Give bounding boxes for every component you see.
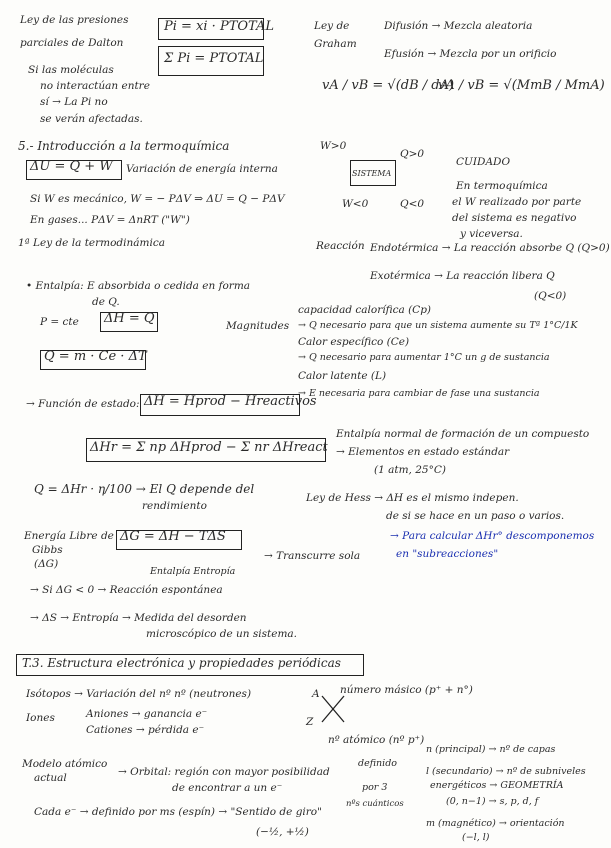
each-electron: Cada e⁻ → definido por ms (espín) → "Sentido de giro" — [34, 806, 322, 818]
p-cte: P = cte — [40, 316, 79, 328]
hess-2: de si se hace en un paso o varios. — [386, 510, 565, 522]
care-line-1: En termoquímica — [456, 180, 548, 192]
gibbs-labels: Entalpía Entropía — [150, 566, 236, 577]
graham-title: Ley de — [314, 20, 350, 32]
state-function: → Función de estado: — [26, 398, 140, 410]
quantum-l-2: energéticos → GEOMETRÍA — [430, 780, 564, 791]
dalton-note-1: Si las moléculas — [28, 64, 114, 76]
hess-3: → Para calcular ΔHr° descomponemos — [390, 530, 595, 542]
graham-difusion: Difusión → Mezcla aleatoria — [384, 20, 533, 32]
mech-line: Si W es mecánico, W = − PΔV ⇒ ΔU = Q − PΔV — [30, 193, 285, 205]
cap-3: Calor específico (Ce) — [298, 336, 410, 348]
quantum-l-3: (0, n−1) → s, p, d, f — [446, 796, 539, 807]
care-line-4: y viceversa. — [460, 228, 523, 240]
entropy-1: → ΔS → Entropía → Medida del desorden — [30, 612, 247, 624]
section5-title: 5.- Introducción a la termoquímica — [18, 139, 230, 153]
hr-formula: ΔHr = Σ np ΔHprod − Σ nr ΔHreact — [90, 440, 328, 455]
ions-label: Iones — [26, 712, 55, 724]
entropy-2: microscópico de un sistema. — [146, 628, 298, 640]
by-three: por 3 — [362, 782, 388, 793]
cap-4: → Q necesario para aumentar 1°C un g de sustancia — [298, 352, 550, 363]
enthalpy-line-2: de Q. — [92, 296, 120, 308]
cap-2: → Q necesario para que un sistema aumente su Tª 1°C/1K — [298, 320, 578, 331]
dh-q-formula: ΔH = Q — [104, 311, 155, 326]
first-law: 1ª Ley de la termodinámica — [18, 237, 165, 249]
mass-number: número másico (p⁺ + n°) — [340, 684, 473, 696]
defined: definido — [358, 758, 397, 769]
graham-title-2: Graham — [314, 38, 357, 50]
yield-1: Q = ΔHr · η/100 → El Q depende del — [34, 482, 255, 496]
state-formula: ΔH = Hprod − Hreactivos — [144, 394, 317, 409]
diagram-w-negative: W<0 — [342, 198, 369, 210]
dalton-formula-1: Pi = xi · PTOTAL — [164, 19, 275, 34]
dalton-note-4: se verán afectadas. — [40, 113, 143, 125]
q-formula: Q = m · Ce · ΔT — [44, 349, 147, 364]
hess-1: Ley de Hess → ΔH es el mismo indepen. — [306, 492, 519, 504]
dalton-title-2: parciales de Dalton — [20, 37, 124, 49]
graham-efusion: Efusión → Mezcla por un orificio — [384, 48, 557, 60]
nuclide-x-icon — [318, 694, 348, 724]
quantum-m: m (magnético) → orientación — [426, 818, 565, 829]
model-2: actual — [34, 772, 67, 784]
diagram-system-label: SISTEMA — [352, 169, 392, 178]
gibbs-note: → Transcurre sola — [264, 550, 361, 562]
gibbs-condition: → Si ΔG < 0 → Reacción espontánea — [30, 584, 223, 596]
energy-formula: ΔU = Q + W — [30, 159, 113, 174]
exothermic-q: (Q<0) — [534, 290, 567, 302]
model-1: Modelo atómico — [22, 758, 108, 770]
reaction-label: Reacción — [316, 240, 365, 252]
hess-4: en "subreacciones" — [396, 548, 499, 560]
energy-label: Variación de energía interna — [126, 163, 278, 175]
gibbs-2: Gibbs — [32, 544, 63, 556]
magnitudes-label: Magnitudes — [226, 320, 290, 332]
endothermic: Endotérmica → La reacción absorbe Q (Q>0) — [370, 242, 610, 254]
cap-6: → E necesaria para cambiar de fase una sustancia — [298, 388, 540, 399]
cap-5: Calor latente (L) — [298, 370, 387, 382]
formation-1: Entalpía normal de formación de un compuesto — [336, 428, 590, 440]
diagram-q-positive: Q>0 — [400, 148, 425, 160]
atomic-number: nº atómico (nº p⁺) — [328, 734, 425, 746]
mass-a: A — [312, 688, 320, 700]
dalton-note-2: no interactúan entre — [40, 80, 150, 92]
isotopes: Isótopos → Variación del nº nº (neutrones) — [26, 688, 252, 700]
care-line-2: el W realizado por parte — [452, 196, 582, 208]
yield-2: rendimiento — [142, 500, 207, 512]
gibbs-1: Energía Libre de — [24, 530, 114, 542]
diagram-w-positive: W>0 — [320, 140, 347, 152]
dalton-note-3: sí → La Pi no — [40, 96, 108, 108]
exothermic: Exotérmica → La reacción libera Q — [370, 270, 555, 282]
orbital-1: → Orbital: región con mayor posibilidad — [118, 766, 330, 778]
graham-formula-1: vA / vB = √(dB / dA) — [322, 78, 455, 93]
quantum-l: l (secundario) → nº de subniveles — [426, 766, 586, 777]
care-title: CUIDADO — [456, 156, 511, 168]
enthalpy-line-1: • Entalpía: E absorbida o cedida en forma — [26, 280, 251, 292]
gibbs-3: (ΔG) — [34, 558, 59, 570]
atomic-z: Z — [306, 716, 314, 728]
anions: Aniones → ganancia e⁻ — [86, 708, 208, 720]
gas-line: En gases... PΔV = ΔnRT ("W") — [30, 214, 190, 226]
quantum-numbers: nºs cuánticos — [346, 799, 404, 809]
quantum-n: n (principal) → nº de capas — [426, 744, 556, 755]
dalton-formula-2: Σ Pi = PTOTAL — [164, 51, 264, 66]
formation-3: (1 atm, 25°C) — [374, 464, 446, 476]
cap-1: capacidad calorífica (Cp) — [298, 304, 432, 316]
formation-2: → Elementos en estado estándar — [336, 446, 510, 458]
dalton-title: Ley de las presiones — [20, 14, 129, 26]
section3-title: T.3. Estructura electrónica y propiedades periódicas — [22, 656, 341, 670]
orbital-2: de encontrar a un e⁻ — [172, 782, 283, 794]
spin-values: (−½, +½) — [256, 826, 309, 838]
care-line-3: del sistema es negativo — [452, 212, 577, 224]
gibbs-formula: ΔG = ΔH − TΔS — [120, 529, 226, 544]
diagram-q-negative: Q<0 — [400, 198, 425, 210]
cations: Cationes → pérdida e⁻ — [86, 724, 205, 736]
quantum-m-2: (−l, l) — [462, 832, 490, 843]
graham-formula-2: vA / vB = √(MmB / MmA) — [438, 78, 605, 93]
